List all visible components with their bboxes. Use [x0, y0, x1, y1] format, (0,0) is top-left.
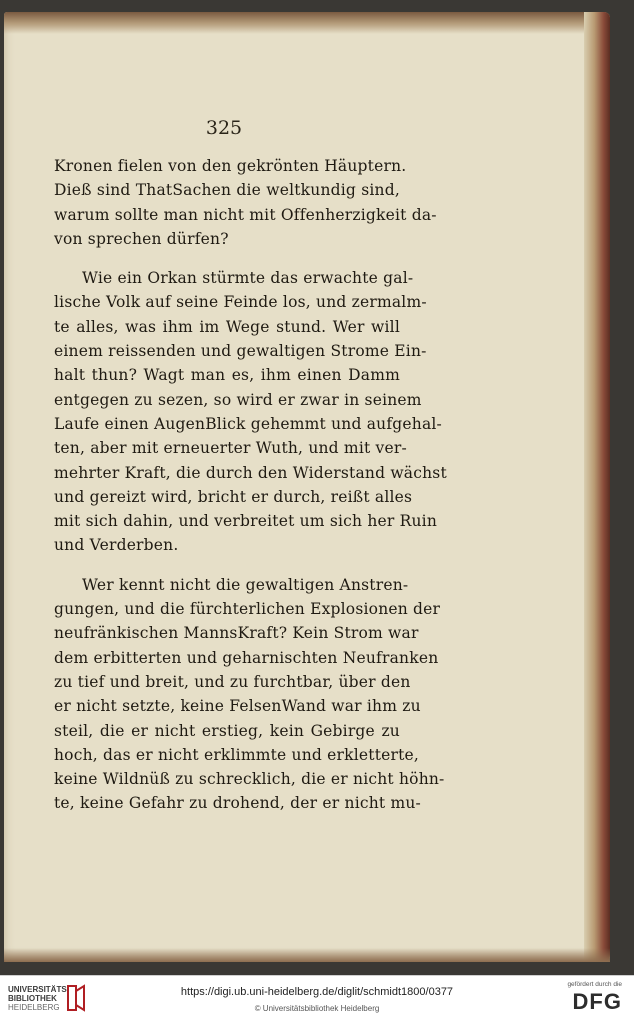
library-name-line: HEIDELBERG — [8, 1003, 60, 1012]
page-number: 325 — [205, 117, 243, 139]
text-line: steil, die er nicht erstieg, kein Gebirge zu — [54, 721, 400, 740]
text-line: und Verderben. — [54, 536, 179, 555]
text-line: mit sich dahin, und verbreitet um sich her Ruin — [54, 512, 438, 531]
library-name-line: UNIVERSITÄTS- — [8, 985, 70, 994]
page-right-edge — [584, 12, 610, 962]
text-line: te, keine Gefahr zu drohend, der er nicht mu- — [54, 794, 421, 813]
book-page — [4, 12, 610, 962]
page-text — [54, 154, 447, 816]
permalink-url[interactable]: https://digi.ub.uni-heidelberg.de/diglit/schmidt1800/0377 — [180, 986, 454, 998]
page-bottom-edge — [4, 948, 610, 962]
text-line: hoch, das er nicht erklimmte und erkletterte, — [54, 745, 420, 764]
text-line: von sprechen dürfen? — [54, 229, 229, 248]
text-line: und gereizt wird, bricht er durch, reißt alles — [54, 487, 413, 506]
text-line: gungen, und die fürchterlichen Explosionen der — [54, 600, 441, 619]
text-line: Wer kennt nicht die gewaltigen Anstren- — [82, 575, 409, 594]
dfg-logo[interactable]: DFG — [572, 989, 622, 1014]
text-line: er nicht setzte, keine FelsenWand war ihm zu — [54, 697, 421, 716]
text-line: neufränkischen MannsKraft? Kein Strom war — [54, 624, 419, 643]
text-line: Laufe einen AugenBlick gehemmt und aufgehal- — [54, 414, 442, 433]
text-line: ten, aber mit erneuerter Wuth, und mit ver- — [54, 439, 407, 458]
text-line: mehrter Kraft, die durch den Widerstand wächst — [54, 463, 447, 482]
text-line: Dieß sind ThatSachen die weltkundig sind, — [54, 181, 400, 200]
text-line: warum sollte man nicht mit Offenherzigkeit da- — [54, 205, 437, 224]
text-line: dem erbitterten und geharnischten Neufranken — [54, 648, 439, 667]
text-line: entgegen zu sezen, so wird er zwar in seinem — [54, 390, 422, 409]
text-line: Kronen fielen von den gekrönten Häuptern. — [54, 157, 407, 175]
text-line: Wie ein Orkan stürmte das erwachte gal- — [82, 269, 414, 288]
text-line: zu tief und breit, und zu furchtbar, über den — [54, 672, 411, 691]
text-line: te alles, was ihm im Wege stund. Wer will — [54, 317, 400, 336]
footer-bar — [0, 975, 634, 1021]
funder-caption: gefördert durch die — [567, 981, 622, 988]
copyright-notice: © Universitätsbibliothek Heidelberg — [254, 1004, 380, 1013]
page-top-edge — [4, 12, 610, 34]
text-line: keine Wildnüß zu schrecklich, die er nicht höhn- — [54, 770, 445, 789]
text-line: lische Volk auf seine Feinde los, und zermalm- — [54, 293, 427, 312]
text-line: einem reissenden und gewaltigen Strome Ein- — [54, 342, 427, 361]
library-name-line: BIBLIOTHEK — [8, 994, 57, 1003]
text-line: halt thun? Wagt man es, ihm einen Damm — [54, 366, 400, 385]
